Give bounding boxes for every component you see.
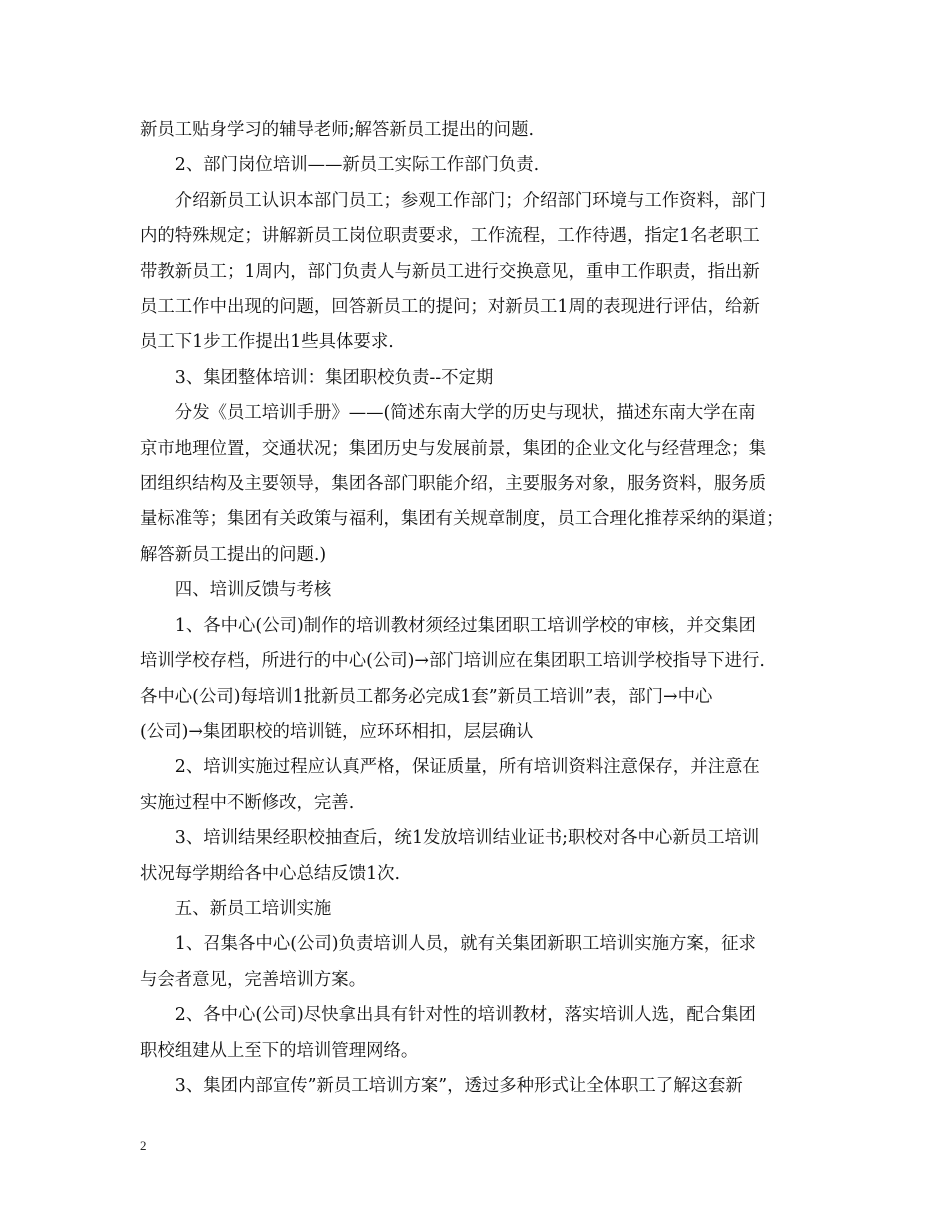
section-heading-implementation	[140, 892, 820, 927]
text-line: 员工工作中出现的问题，回答新员工的提问；对新员工1周的表现进行评估，给新	[140, 297, 760, 318]
paragraph-group-training-heading	[140, 361, 820, 396]
text-line: 2、培训实施过程应认真严格，保证质量，所有培训资料注意保存，并注意在	[174, 757, 760, 778]
text-line: 3、集团整体培训：集团职校负责--不定期	[174, 367, 494, 388]
text-line: 2、各中心(公司)尽快拿出具有针对性的培训教材，落实培训人选，配合集团	[174, 1005, 756, 1026]
text-line: 职校组建从上至下的培训管理网络。	[140, 1040, 419, 1061]
text-line: 分发《员工培训手册》——(简述东南大学的历史与现状，描述东南大学在南	[174, 403, 756, 424]
text-line: 3、培训结果经职校抽查后，统1发放培训结业证书;职校对各中心新员工培训	[174, 828, 760, 849]
paragraph-continuation	[140, 113, 820, 148]
text-line: 四、培训反馈与考核	[174, 580, 332, 601]
paragraph-implementation-2	[140, 998, 820, 1069]
text-line: 培训学校存档，所进行的中心(公司)→部门培训应在集团职工培训学校指导下进行.	[140, 651, 765, 672]
text-line: 内的特殊规定；讲解新员工岗位职责要求，工作流程，工作待遇，指定1名老职工	[140, 226, 760, 247]
text-line: 解答新员工提出的问题.)	[140, 544, 327, 565]
paragraph-department-training-heading	[140, 148, 820, 183]
text-line: 2、部门岗位培训——新员工实际工作部门负责.	[174, 155, 540, 176]
text-line: 与会者意见，完善培训方案。	[140, 969, 367, 990]
text-line: 员工下1步工作提出1些具体要求.	[140, 332, 394, 353]
text-line: 3、集团内部宣传”新员工培训方案”，透过多种形式让全体职工了解这套新	[174, 1075, 743, 1096]
paragraph-implementation-3	[140, 1069, 820, 1104]
paragraph-feedback-2	[140, 750, 820, 821]
text-line: 团组织结构及主要领导，集团各部门职能介绍，主要服务对象，服务资料，服务质	[140, 474, 767, 495]
document-body	[140, 113, 820, 1104]
text-line: (公司)→集团职校的培训链，应环环相扣，层层确认	[140, 721, 534, 742]
text-line: 介绍新员工认识本部门员工；参观工作部门；介绍部门环境与工作资料，部门	[174, 190, 767, 211]
text-line: 京市地理位置，交通状况；集团历史与发展前景，集团的企业文化与经营理念；集	[140, 438, 767, 459]
paragraph-implementation-1	[140, 927, 820, 998]
section-heading-feedback	[140, 573, 820, 608]
text-line: 1、各中心(公司)制作的培训教材须经过集团职工培训学校的审核，并交集团	[174, 615, 756, 636]
page-number: 2	[140, 1138, 147, 1153]
text-line: 带教新员工；1周内，部门负责人与新员工进行交换意见，重申工作职责，指出新	[140, 261, 760, 282]
paragraph-feedback-3	[140, 821, 820, 892]
paragraph-department-training-detail	[140, 184, 820, 361]
text-line: 量标准等；集团有关政策与福利，集团有关规章制度，员工合理化推荐采纳的渠道；	[140, 509, 784, 530]
text-line: 1、召集各中心(公司)负责培训人员，就有关集团新职工培训实施方案，征求	[174, 934, 756, 955]
text-line: 五、新员工培训实施	[174, 898, 332, 919]
paragraph-group-training-detail	[140, 396, 820, 573]
paragraph-feedback-1	[140, 609, 820, 751]
text-line: 状况每学期给各中心总结反馈1次.	[140, 863, 401, 884]
text-line: 新员工贴身学习的辅导老师;解答新员工提出的问题.	[140, 120, 534, 140]
text-line: 各中心(公司)每培训1批新员工都务必完成1套”新员工培训”表，部门→中心	[140, 686, 713, 707]
text-line: 实施过程中不断修改，完善.	[140, 792, 355, 813]
